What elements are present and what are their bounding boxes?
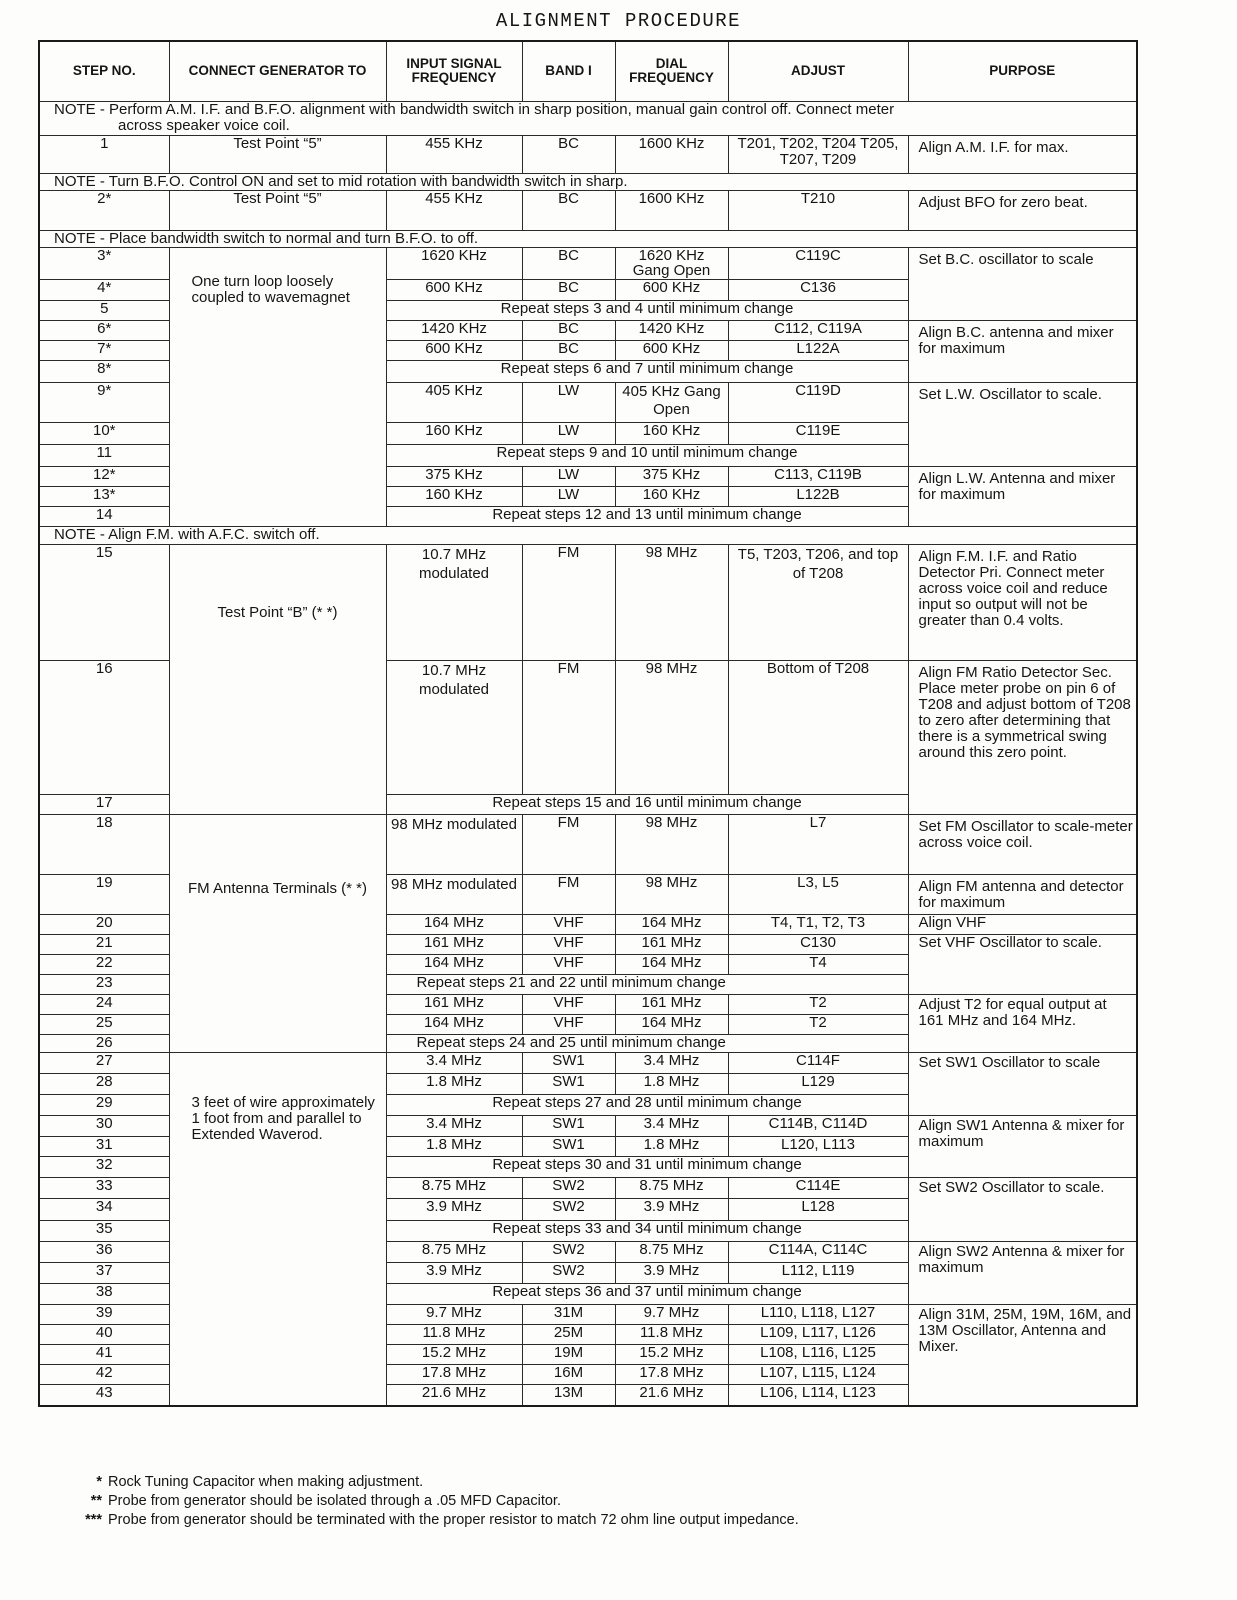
band: BC: [522, 247, 615, 279]
note-text: [39, 101, 1137, 135]
band: SW2: [522, 1177, 615, 1198]
step-number: 38: [39, 1283, 169, 1304]
table-row: [39, 544, 1137, 660]
input-frequency: 1620 KHz: [386, 247, 522, 279]
repeat-instruction: Repeat steps 21 and 22 until minimum change: [386, 974, 908, 994]
adjust-components: L7: [728, 814, 908, 874]
step-number: 29: [39, 1094, 169, 1115]
step-number: 37: [39, 1262, 169, 1283]
step-number: 24: [39, 994, 169, 1014]
purpose-text: Align SW2 Antenna & mixer for maximum: [908, 1241, 1137, 1304]
adjust-components: Bottom of T208: [728, 660, 908, 794]
band: FM: [522, 874, 615, 914]
step-number: 15: [39, 544, 169, 660]
dial-frequency: 600 KHz: [615, 279, 728, 300]
step-number: 23: [39, 974, 169, 994]
step-number: 17: [39, 794, 169, 814]
repeat-instruction: Repeat steps 27 and 28 until minimum change: [386, 1094, 908, 1115]
band: VHF: [522, 954, 615, 974]
generator-connection: Test Point “B” (* *): [169, 544, 386, 814]
table-row: [39, 190, 1137, 230]
step-number: 20: [39, 914, 169, 934]
adjust-components: C130: [728, 934, 908, 954]
dial-frequency: 160 KHz: [615, 422, 728, 444]
document-title: ALIGNMENT PROCEDURE: [495, 10, 742, 32]
header-input-frequency: INPUT SIGNAL FREQUENCY: [386, 41, 522, 101]
input-frequency: 3.9 MHz: [386, 1262, 522, 1283]
footnote: [62, 1474, 423, 1491]
dial-frequency: 15.2 MHz: [615, 1344, 728, 1364]
purpose-text: Align FM antenna and detector for maximum: [908, 874, 1137, 914]
adjust-components: C119E: [728, 422, 908, 444]
header-connect-generator: CONNECT GENERATOR TO: [169, 41, 386, 101]
dial-frequency: 375 KHz: [615, 466, 728, 486]
step-number: 41: [39, 1344, 169, 1364]
input-frequency: 8.75 MHz: [386, 1177, 522, 1198]
dial-frequency: 11.8 MHz: [615, 1324, 728, 1344]
purpose-text: Set SW1 Oscillator to scale: [908, 1052, 1137, 1115]
band: BC: [522, 320, 615, 340]
adjust-components: L109, L117, L126: [728, 1324, 908, 1344]
band: BC: [522, 279, 615, 300]
note-line: NOTE - Perform A.M. I.F. and B.F.O. alignment with bandwidth switch in sharp position, manual gain control off. Connect meter: [54, 101, 895, 118]
adjust-components: C136: [728, 279, 908, 300]
adjust-components: L110, L118, L127: [728, 1304, 908, 1324]
dial-frequency: 21.6 MHz: [615, 1384, 728, 1406]
note-row: [39, 230, 1137, 247]
band: FM: [522, 814, 615, 874]
purpose-text: Adjust BFO for zero beat.: [908, 190, 1137, 230]
step-number: 18: [39, 814, 169, 874]
header-band: BAND I: [522, 41, 615, 101]
step-number: 14: [39, 506, 169, 526]
purpose-text: Align VHF: [908, 914, 1137, 934]
dial-frequency: 1620 KHz Gang Open: [615, 247, 728, 279]
repeat-instruction: Repeat steps 9 and 10 until minimum change: [386, 444, 908, 466]
header-adjust: ADJUST: [728, 41, 908, 101]
footnote-text: Probe from generator should be isolated through a .05 MFD Capacitor.: [108, 1493, 561, 1509]
dial-frequency: 161 MHz: [615, 994, 728, 1014]
input-frequency: 161 MHz: [386, 994, 522, 1014]
footnote-mark: **: [90, 1493, 102, 1509]
purpose-text: Set L.W. Oscillator to scale.: [908, 382, 1137, 466]
step-number: 39: [39, 1304, 169, 1324]
adjust-components: C119C: [728, 247, 908, 279]
adjust-components: L128: [728, 1198, 908, 1220]
band: SW1: [522, 1136, 615, 1156]
purpose-text: Set VHF Oscillator to scale.: [908, 934, 1137, 994]
input-frequency: 11.8 MHz: [386, 1324, 522, 1344]
dial-frequency: 160 KHz: [615, 486, 728, 506]
adjust-components: T5, T203, T206, and top of T208: [728, 544, 908, 660]
generator-connection: One turn loop loosely coupled to wavemagnet: [169, 247, 386, 526]
step-number: 3*: [39, 247, 169, 279]
dial-frequency: 8.75 MHz: [615, 1241, 728, 1262]
generator-connection: Test Point “5”: [169, 135, 386, 173]
dial-frequency: 600 KHz: [615, 340, 728, 360]
input-frequency: 1.8 MHz: [386, 1136, 522, 1156]
adjust-components: L122A: [728, 340, 908, 360]
dial-frequency: 1420 KHz: [615, 320, 728, 340]
step-number: 13*: [39, 486, 169, 506]
note-text: NOTE - Turn B.F.O. Control ON and set to mid rotation with bandwidth switch in sharp.: [39, 173, 1137, 190]
step-number: 11: [39, 444, 169, 466]
adjust-components: L129: [728, 1073, 908, 1094]
band: VHF: [522, 994, 615, 1014]
purpose-text: Align A.M. I.F. for max.: [908, 135, 1137, 173]
band: SW2: [522, 1241, 615, 1262]
purpose-text: Set FM Oscillator to scale-meter across voice coil.: [908, 814, 1137, 874]
adjust-components: C119D: [728, 382, 908, 422]
band: 19M: [522, 1344, 615, 1364]
adjust-components: L107, L115, L124: [728, 1364, 908, 1384]
adjust-components: T2: [728, 994, 908, 1014]
adjust-components: C113, C119B: [728, 466, 908, 486]
input-frequency: 10.7 MHz modulated: [386, 544, 522, 660]
step-number: 22: [39, 954, 169, 974]
band: SW1: [522, 1115, 615, 1136]
step-number: 25: [39, 1014, 169, 1034]
purpose-text: Set B.C. oscillator to scale: [908, 247, 1137, 320]
band: BC: [522, 135, 615, 173]
step-number: 4*: [39, 279, 169, 300]
step-number: 35: [39, 1220, 169, 1241]
band: VHF: [522, 914, 615, 934]
dial-frequency: 17.8 MHz: [615, 1364, 728, 1384]
footnote: [62, 1493, 561, 1510]
note-row: [39, 173, 1137, 190]
note-line: across speaker voice coil.: [118, 116, 290, 134]
step-number: 30: [39, 1115, 169, 1136]
dial-frequency: 3.4 MHz: [615, 1052, 728, 1073]
step-number: 1: [39, 135, 169, 173]
step-number: 19: [39, 874, 169, 914]
step-number: 10*: [39, 422, 169, 444]
purpose-text: Align B.C. antenna and mixer for maximum: [908, 320, 1137, 382]
adjust-components: L3, L5: [728, 874, 908, 914]
dial-frequency: 1.8 MHz: [615, 1136, 728, 1156]
input-frequency: 3.4 MHz: [386, 1052, 522, 1073]
adjust-components: C112, C119A: [728, 320, 908, 340]
purpose-text: Align FM Ratio Detector Sec. Place meter probe on pin 6 of T208 and adjust bottom of T208 to zero after determining that there is a symmetrical swing around this zero point.: [908, 660, 1137, 814]
generator-connection: Test Point “5”: [169, 190, 386, 230]
dial-frequency: 405 KHz Gang Open: [615, 382, 728, 422]
band: LW: [522, 486, 615, 506]
dial-frequency: 161 MHz: [615, 934, 728, 954]
adjust-components: T201, T202, T204 T205, T207, T209: [728, 135, 908, 173]
band: SW1: [522, 1052, 615, 1073]
step-number: 21: [39, 934, 169, 954]
dial-frequency: 98 MHz: [615, 544, 728, 660]
band: BC: [522, 340, 615, 360]
step-number: 31: [39, 1136, 169, 1156]
note-text: NOTE - Place bandwidth switch to normal and turn B.F.O. to off.: [39, 230, 1137, 247]
band: VHF: [522, 1014, 615, 1034]
adjust-components: L120, L113: [728, 1136, 908, 1156]
purpose-text: Adjust T2 for equal output at 161 MHz and 164 MHz.: [908, 994, 1137, 1052]
input-frequency: 164 MHz: [386, 954, 522, 974]
input-frequency: 160 KHz: [386, 486, 522, 506]
input-frequency: 3.9 MHz: [386, 1198, 522, 1220]
dial-frequency: 98 MHz: [615, 814, 728, 874]
input-frequency: 15.2 MHz: [386, 1344, 522, 1364]
input-frequency: 455 KHz: [386, 135, 522, 173]
footnote: [62, 1512, 799, 1529]
input-frequency: 455 KHz: [386, 190, 522, 230]
input-frequency: 1.8 MHz: [386, 1073, 522, 1094]
step-number: 7*: [39, 340, 169, 360]
step-number: 34: [39, 1198, 169, 1220]
purpose-text: Align F.M. I.F. and Ratio Detector Pri. Connect meter across voice coil and reduce input so output will not be greater than 0.4 volts.: [908, 544, 1137, 660]
input-frequency: 161 MHz: [386, 934, 522, 954]
band: LW: [522, 382, 615, 422]
adjust-components: C114B, C114D: [728, 1115, 908, 1136]
purpose-text: Align 31M, 25M, 19M, 16M, and 13M Oscillator, Antenna and Mixer.: [908, 1304, 1137, 1406]
step-number: 5: [39, 300, 169, 320]
input-frequency: 600 KHz: [386, 340, 522, 360]
band: LW: [522, 422, 615, 444]
band: SW2: [522, 1198, 615, 1220]
adjust-components: L108, L116, L125: [728, 1344, 908, 1364]
note-row: [39, 526, 1137, 544]
input-frequency: 21.6 MHz: [386, 1384, 522, 1406]
footnote-text: Probe from generator should be terminated with the proper resistor to match 72 ohm line output impedance.: [108, 1512, 799, 1528]
note-text: NOTE - Align F.M. with A.F.C. switch off.: [39, 526, 1137, 544]
input-frequency: 98 MHz modulated: [386, 814, 522, 874]
input-frequency: 164 MHz: [386, 1014, 522, 1034]
input-frequency: 17.8 MHz: [386, 1364, 522, 1384]
dial-frequency: 9.7 MHz: [615, 1304, 728, 1324]
repeat-instruction: Repeat steps 12 and 13 until minimum change: [386, 506, 908, 526]
dial-frequency: 164 MHz: [615, 1014, 728, 1034]
repeat-instruction: Repeat steps 6 and 7 until minimum change: [386, 360, 908, 382]
step-number: 27: [39, 1052, 169, 1073]
step-number: 26: [39, 1034, 169, 1052]
generator-connection: 3 feet of wire approximately 1 foot from and parallel to Extended Waverod.: [169, 1052, 386, 1406]
generator-connection: FM Antenna Terminals (* *): [169, 814, 386, 1052]
repeat-instruction: Repeat steps 30 and 31 until minimum change: [386, 1156, 908, 1177]
dial-frequency: 1600 KHz: [615, 135, 728, 173]
repeat-instruction: Repeat steps 3 and 4 until minimum change: [386, 300, 908, 320]
dial-frequency: 1600 KHz: [615, 190, 728, 230]
repeat-instruction: Repeat steps 36 and 37 until minimum change: [386, 1283, 908, 1304]
header-row: [39, 41, 1137, 101]
input-frequency: 9.7 MHz: [386, 1304, 522, 1324]
band: VHF: [522, 934, 615, 954]
band: FM: [522, 660, 615, 794]
dial-frequency: 3.4 MHz: [615, 1115, 728, 1136]
dial-frequency: 3.9 MHz: [615, 1262, 728, 1283]
input-frequency: 375 KHz: [386, 466, 522, 486]
input-frequency: 10.7 MHz modulated: [386, 660, 522, 794]
step-number: 36: [39, 1241, 169, 1262]
adjust-components: T4: [728, 954, 908, 974]
dial-frequency: 3.9 MHz: [615, 1198, 728, 1220]
adjust-components: C114F: [728, 1052, 908, 1073]
input-frequency: 98 MHz modulated: [386, 874, 522, 914]
step-number: 12*: [39, 466, 169, 486]
band: FM: [522, 544, 615, 660]
purpose-text: Set SW2 Oscillator to scale.: [908, 1177, 1137, 1241]
adjust-components: T4, T1, T2, T3: [728, 914, 908, 934]
adjust-components: L106, L114, L123: [728, 1384, 908, 1406]
adjust-components: C114A, C114C: [728, 1241, 908, 1262]
adjust-components: T210: [728, 190, 908, 230]
step-number: 8*: [39, 360, 169, 382]
band: 25M: [522, 1324, 615, 1344]
table-row: [39, 247, 1137, 279]
input-frequency: 600 KHz: [386, 279, 522, 300]
header-step: STEP NO.: [39, 41, 169, 101]
band: 31M: [522, 1304, 615, 1324]
step-number: 32: [39, 1156, 169, 1177]
footnote-mark: ***: [85, 1512, 102, 1528]
purpose-text: Align SW1 Antenna & mixer for maximum: [908, 1115, 1137, 1177]
footnote-mark: *: [96, 1474, 102, 1490]
input-frequency: 164 MHz: [386, 914, 522, 934]
input-frequency: 8.75 MHz: [386, 1241, 522, 1262]
input-frequency: 405 KHz: [386, 382, 522, 422]
table-row: [39, 1052, 1137, 1073]
dial-frequency: 1.8 MHz: [615, 1073, 728, 1094]
step-number: 16: [39, 660, 169, 794]
band: SW1: [522, 1073, 615, 1094]
repeat-instruction: Repeat steps 15 and 16 until minimum change: [386, 794, 908, 814]
band: LW: [522, 466, 615, 486]
step-number: 40: [39, 1324, 169, 1344]
note-row: [39, 101, 1137, 135]
input-frequency: 1420 KHz: [386, 320, 522, 340]
footnote-text: Rock Tuning Capacitor when making adjustment.: [108, 1474, 424, 1490]
step-number: 9*: [39, 382, 169, 422]
adjust-components: C114E: [728, 1177, 908, 1198]
header-dial-frequency: DIAL FREQUENCY: [615, 41, 728, 101]
adjust-components: L122B: [728, 486, 908, 506]
band: 16M: [522, 1364, 615, 1384]
adjust-components: T2: [728, 1014, 908, 1034]
dial-frequency: 98 MHz: [615, 874, 728, 914]
alignment-table: [38, 40, 1138, 1407]
dial-frequency: 98 MHz: [615, 660, 728, 794]
dial-frequency: 164 MHz: [615, 954, 728, 974]
purpose-text: Align L.W. Antenna and mixer for maximum: [908, 466, 1137, 526]
table-row: [39, 135, 1137, 173]
band: SW2: [522, 1262, 615, 1283]
step-number: 2*: [39, 190, 169, 230]
dial-frequency: 8.75 MHz: [615, 1177, 728, 1198]
step-number: 33: [39, 1177, 169, 1198]
step-number: 6*: [39, 320, 169, 340]
band: 13M: [522, 1384, 615, 1406]
input-frequency: 160 KHz: [386, 422, 522, 444]
header-purpose: PURPOSE: [908, 41, 1137, 101]
adjust-components: L112, L119: [728, 1262, 908, 1283]
step-number: 42: [39, 1364, 169, 1384]
step-number: 28: [39, 1073, 169, 1094]
step-number: 43: [39, 1384, 169, 1406]
repeat-instruction: Repeat steps 33 and 34 until minimum change: [386, 1220, 908, 1241]
input-frequency: 3.4 MHz: [386, 1115, 522, 1136]
repeat-instruction: Repeat steps 24 and 25 until minimum change: [386, 1034, 908, 1052]
dial-frequency: 164 MHz: [615, 914, 728, 934]
table-row: [39, 814, 1137, 874]
band: BC: [522, 190, 615, 230]
